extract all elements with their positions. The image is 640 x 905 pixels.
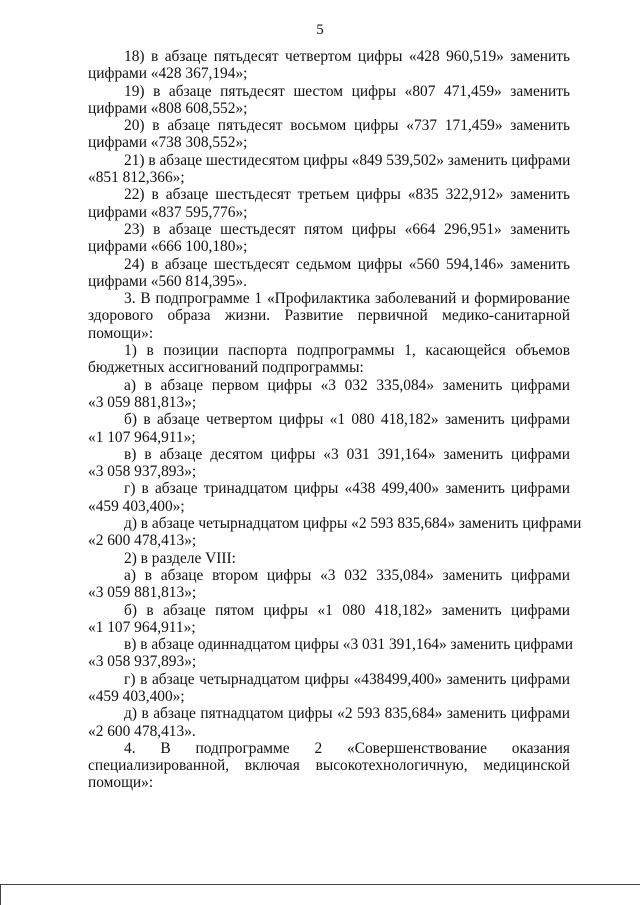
text-line: здорового образа жизни. Развитие первичной медико-санитарной — [88, 307, 570, 325]
left-edge-rule — [0, 884, 1, 905]
text-line: «2 600 478,413»; — [88, 532, 197, 550]
text-line: г) в абзаце четырнадцатом цифры «438499,400» заменить цифрами — [124, 670, 570, 688]
text-line: 19) в абзаце пятьдесят шестом цифры «807 471,459» заменить — [124, 82, 570, 100]
text-line: специализированной, включая высокотехнологичную, медицинской — [88, 757, 570, 775]
text-line: «2 600 478,413». — [88, 722, 196, 740]
text-line: цифрами «666 100,180»; — [88, 238, 248, 256]
text-line: а) в абзаце втором цифры «3 032 335,084» заменить цифрами — [124, 566, 570, 584]
text-line: 22) в абзаце шестьдесят третьем цифры «835 322,912» заменить — [124, 186, 570, 204]
text-line: 2) в разделе VIII: — [124, 549, 236, 567]
text-line: цифрами «808 608,552»; — [88, 99, 248, 117]
text-line: в) в абзаце одиннадцатом цифры «3 031 391,164» заменить цифрами — [124, 636, 574, 654]
text-line: в) в абзаце десятом цифры «3 031 391,164» заменить цифрами — [124, 445, 570, 463]
bottom-rule — [0, 884, 640, 885]
text-line: помощи»: — [88, 324, 154, 342]
text-line: 24) в абзаце шестьдесят седьмом цифры «560 594,146» заменить — [124, 255, 570, 273]
text-line: д) в абзаце пятнадцатом цифры «2 593 835,684» заменить цифрами — [124, 705, 570, 723]
text-line: «1 107 964,911»; — [88, 618, 196, 636]
text-line: «3 059 881,813»; — [88, 393, 197, 411]
text-line: д) в абзаце четырнадцатом цифры «2 593 835,684» заменить цифрами — [124, 515, 582, 533]
text-line: 4. В подпрограмме 2 «Совершенствование оказания — [124, 739, 570, 757]
text-line: цифрами «560 814,395». — [88, 272, 247, 290]
text-line: 23) в абзаце шестьдесят пятом цифры «664 296,951» заменить — [124, 220, 570, 238]
page-number: 5 — [316, 22, 324, 38]
text-line: «459 403,400»; — [88, 687, 185, 705]
text-line: б) в абзаце четвертом цифры «1 080 418,182» заменить цифрами — [124, 411, 570, 429]
text-line: «3 058 937,893»; — [88, 653, 197, 671]
text-line: б) в абзаце пятом цифры «1 080 418,182» заменить цифрами — [124, 601, 570, 619]
text-line: «3 059 881,813»; — [88, 584, 197, 602]
text-line: цифрами «837 595,776»; — [88, 203, 248, 221]
document-body — [88, 48, 582, 792]
text-line: бюджетных ассигнований подпрограммы: — [88, 359, 364, 377]
text-line: «1 107 964,911»; — [88, 428, 196, 446]
text-line: 3. В подпрограмме 1 «Профилактика заболеваний и формирование — [124, 290, 570, 308]
text-line: «3 058 937,893»; — [88, 463, 197, 481]
text-line: 1) в позиции паспорта подпрограммы 1, касающейся объемов — [124, 342, 570, 360]
text-line: г) в абзаце тринадцатом цифры «438 499,400» заменить цифрами — [124, 480, 570, 498]
text-line: «851 812,366»; — [88, 169, 185, 187]
text-line: цифрами «738 308,552»; — [88, 134, 248, 152]
text-line: а) в абзаце первом цифры «3 032 335,084» заменить цифрами — [124, 376, 570, 394]
text-line: 18) в абзаце пятьдесят четвертом цифры «428 960,519» заменить — [124, 48, 570, 65]
text-line: помощи»: — [88, 774, 154, 792]
text-line: цифрами «428 367,194»; — [88, 65, 248, 83]
text-line: 21) в абзаце шестидесятом цифры «849 539,502» заменить цифрами — [124, 151, 571, 169]
text-line: «459 403,400»; — [88, 497, 185, 515]
text-line: 20) в абзаце пятьдесят восьмом цифры «737 171,459» заменить — [124, 117, 570, 135]
